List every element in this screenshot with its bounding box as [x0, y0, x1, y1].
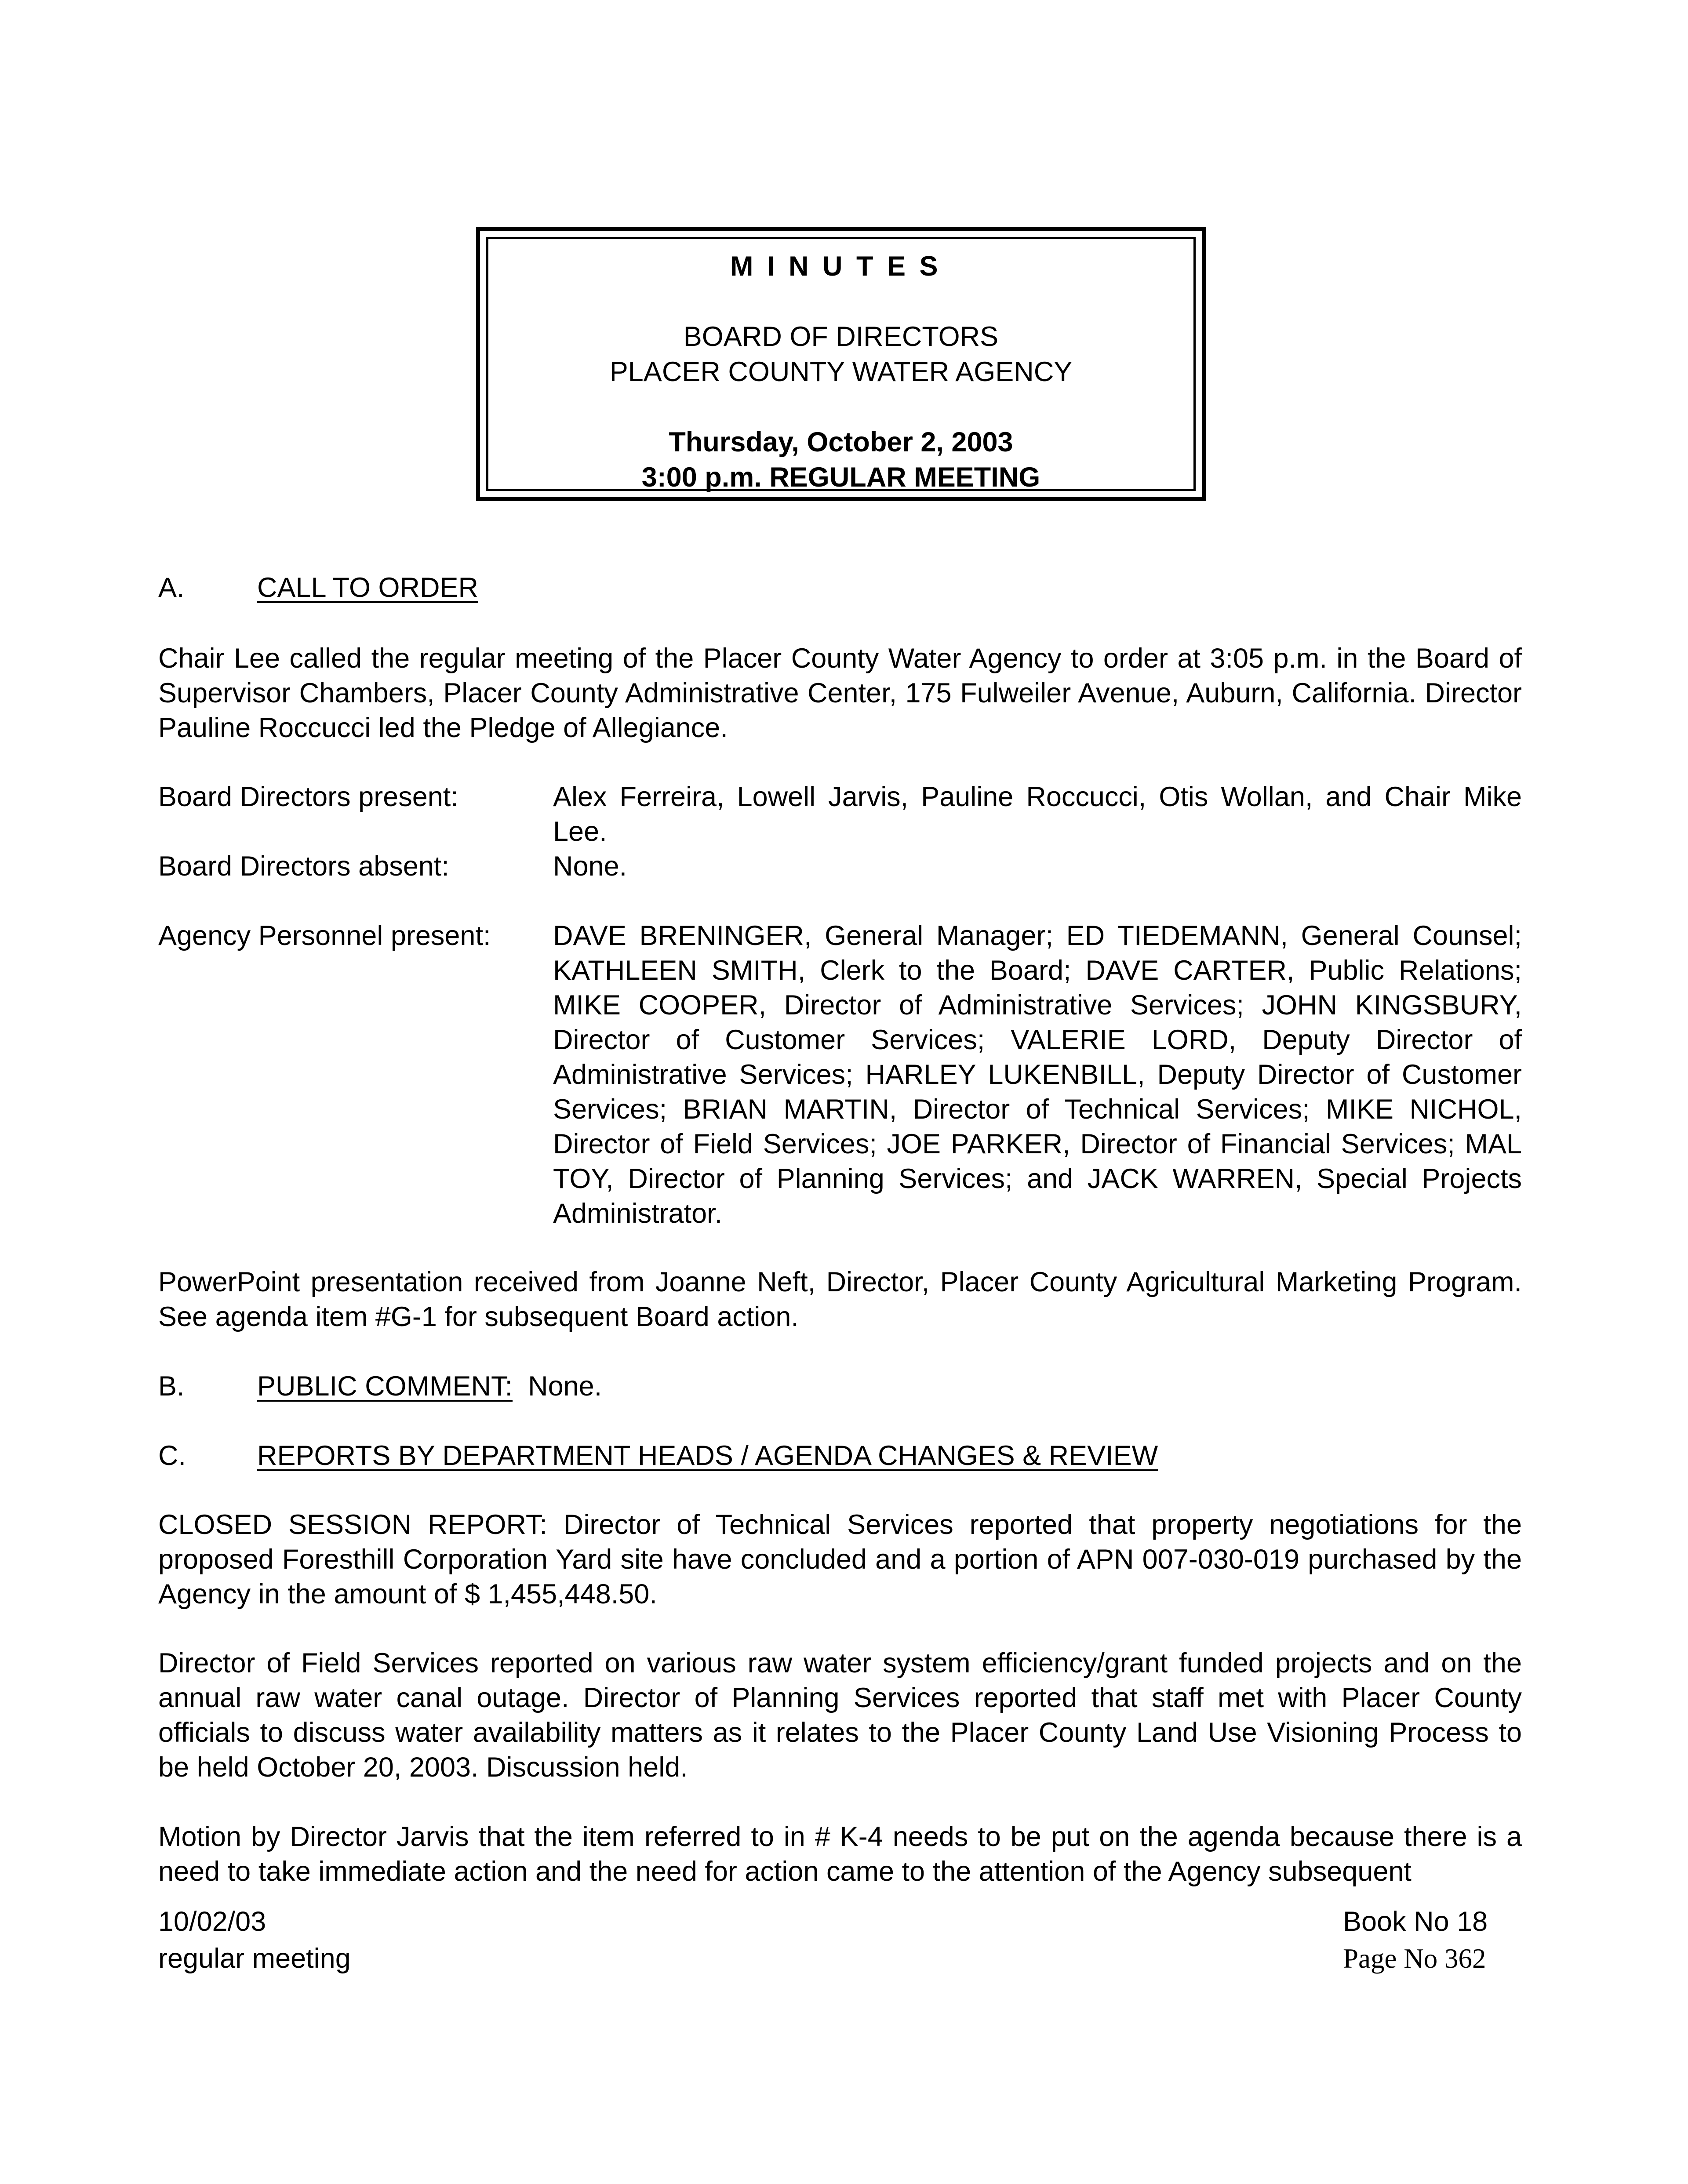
title-box-inner [486, 237, 1196, 491]
section-a-letter: A. [158, 572, 185, 603]
directors-present-value: Alex Ferreira, Lowell Jarvis, Pauline Roccucci, Otis Wollan, and Chair Mike Lee. [553, 781, 1522, 847]
closed-session-paragraph: CLOSED SESSION REPORT: Director of Technical Services reported that property negotiations for the proposed Foresthill Corporation Yard site have concluded and a portion of APN 007-030-019 purchased by the Agency in the amount of $ 1,455,448.50. [158, 1509, 1522, 1610]
personnel-present-label: Agency Personnel present: [158, 920, 491, 951]
field-services-paragraph: Director of Field Services reported on various raw water system efficiency/grant funded projects and on the annual raw water canal outage. Director of Planning Services reported that staff met with Placer County officials to discuss water availability matters as it relates to the Placer County Land Use Visioning Process to be held October 20, 2003. Discussion held. [158, 1648, 1522, 1783]
section-b-value: None. [528, 1371, 602, 1402]
section-c-title: REPORTS BY DEPARTMENT HEADS / AGENDA CHANGES & REVIEW [257, 1440, 1158, 1471]
section-a-title: CALL TO ORDER [257, 572, 478, 603]
section-b-title-wrap [257, 1369, 602, 1404]
footer-left [158, 1903, 351, 1977]
footer-book-number: Book No 18 [1343, 1906, 1488, 1937]
meeting-date: Thursday, October 2, 2003 [669, 427, 1013, 458]
section-b-letter: B. [158, 1371, 185, 1402]
motion-paragraph: Motion by Director Jarvis that the item referred to in # K-4 needs to be put on the agenda because there is a need to take immediate action and the need for action came to the attention of the Agency subsequent [158, 1821, 1522, 1887]
section-c-letter: C. [158, 1440, 186, 1471]
powerpoint-paragraph: PowerPoint presentation received from Joanne Neft, Director, Placer County Agricultural Marketing Program. See agenda item #G-1 for subsequent Board action. [158, 1267, 1522, 1332]
footer-page-number: Page No 362 [1343, 1943, 1486, 1974]
directors-absent-label: Board Directors absent: [158, 851, 449, 882]
directors-present-label: Board Directors present: [158, 781, 458, 812]
footer-meeting-type: regular meeting [158, 1943, 351, 1974]
footer-right [1343, 1903, 1488, 1977]
footer-date: 10/02/03 [158, 1906, 266, 1937]
call-to-order-paragraph: Chair Lee called the regular meeting of the Placer County Water Agency to order at 3:05 p.m. in the Board of Supervisor Chambers, Placer County Administrative Center, 175 Fulweiler Avenue, Auburn, California. Director Pauline Roccucci led the Pledge of Allegiance. [158, 643, 1522, 743]
board-name: BOARD OF DIRECTORS [683, 321, 999, 352]
agency-name: PLACER COUNTY WATER AGENCY [609, 356, 1073, 387]
meeting-time: 3:00 p.m. REGULAR MEETING [641, 462, 1040, 493]
directors-absent-value: None. [553, 851, 627, 882]
section-b-title: PUBLIC COMMENT: [257, 1371, 513, 1402]
doc-type-title: MINUTES [730, 251, 952, 282]
personnel-present-value: DAVE BRENINGER, General Manager; ED TIEDEMANN, General Counsel; KATHLEEN SMITH, Clerk to the Board; DAVE CARTER, Public Relations; MIKE COOPER, Director of Administrative Services; JOHN KINGSBURY, Director of Customer Services; VALERIE LORD, Deputy Director of Administrative Services; HARLEY LUKENBILL, Deputy Director of Customer Services; BRIAN MARTIN, Director of Technical Services; MIKE NICHOL, Director of Field Services; JOE PARKER, Director of Financial Services; MAL TOY, Director of Planning Services; and JACK WARREN, Special Projects Administrator. [553, 920, 1522, 1229]
title-box [476, 227, 1206, 501]
